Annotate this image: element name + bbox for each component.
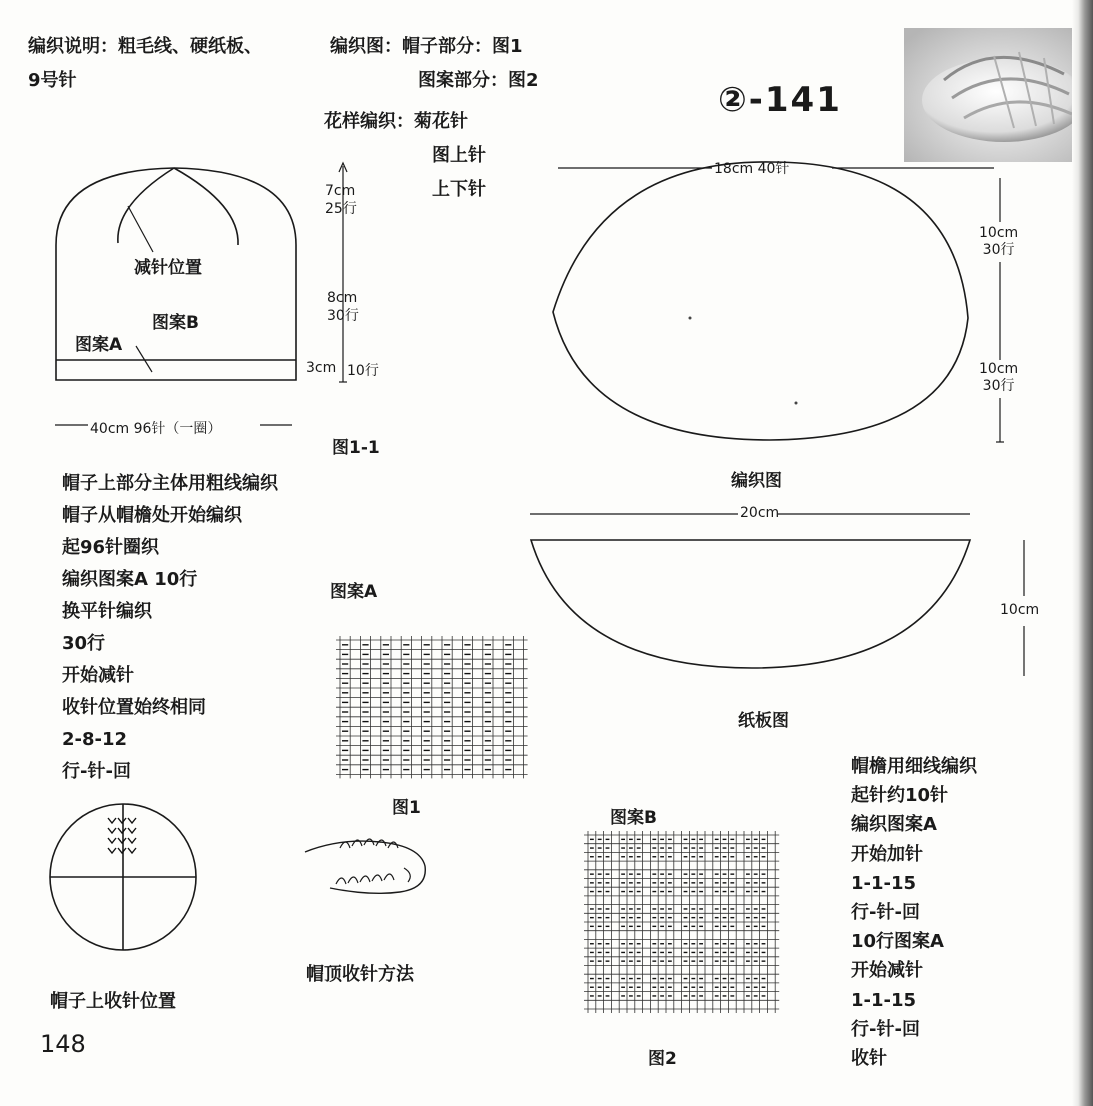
instruction-line: 帽檐用细线编织 bbox=[851, 756, 977, 777]
instruction-line: 30行 bbox=[62, 633, 106, 654]
instruction-line: 编织图案A 10行 bbox=[62, 569, 198, 590]
label-pattern-a: 图案A bbox=[75, 335, 123, 355]
decrease-curve-left bbox=[118, 168, 174, 243]
method-caption: 帽顶收针方法 bbox=[306, 964, 414, 985]
instructions-right bbox=[851, 752, 977, 1073]
page-gutter-shadow bbox=[1072, 0, 1093, 1106]
pattern-a-title: 图案A bbox=[330, 582, 378, 602]
instruction-line: 行-针-回 bbox=[851, 901, 920, 923]
label-decrease-position: 减针位置 bbox=[134, 258, 202, 278]
pattern-b-caption: 图2 bbox=[648, 1049, 677, 1069]
dim-width: 40cm 96针（一圈） bbox=[90, 421, 222, 437]
decrease-curve-right bbox=[174, 168, 238, 245]
instruction-line: 收针位置始终相同 bbox=[62, 697, 206, 718]
stitch-title: 花样编织：菊花针 bbox=[324, 111, 468, 132]
instructions-left bbox=[62, 468, 278, 788]
instruction-line: 换平针编织 bbox=[62, 601, 152, 622]
instruction-line: 开始减针 bbox=[851, 960, 923, 982]
board-dim-top: 20cm bbox=[740, 505, 780, 521]
instruction-line: 起96针圈织 bbox=[62, 537, 160, 558]
stitch-purl: 图上针 bbox=[432, 145, 486, 166]
stitch-garter: 上下针 bbox=[432, 179, 486, 200]
chart-ref-2: 图案部分：图2 bbox=[418, 70, 539, 91]
materials-line-2: 9号针 bbox=[28, 70, 77, 91]
dim-mid-cm: 8cm bbox=[327, 290, 358, 306]
board-dim-right: 10cm bbox=[1000, 602, 1040, 618]
dim-top-rows: 25行 bbox=[325, 201, 357, 217]
instruction-line: 10行图案A bbox=[851, 931, 944, 953]
instruction-line: 收针 bbox=[851, 1047, 887, 1069]
pattern-code: ②-141 bbox=[718, 80, 842, 120]
oval-caption: 编织图 bbox=[731, 471, 782, 491]
board-shape bbox=[531, 540, 970, 668]
chart-ref-1: 编织图：帽子部分：图1 bbox=[330, 36, 523, 57]
label-pattern-b: 图案B bbox=[152, 313, 199, 333]
decrease-leader bbox=[128, 206, 153, 252]
materials-line-1: 编织说明：粗毛线、硬纸板、 bbox=[28, 36, 262, 57]
instruction-line: 1-1-15 bbox=[851, 989, 917, 1011]
dim-mid-rows: 30行 bbox=[327, 308, 359, 324]
pattern-b-title: 图案B bbox=[610, 808, 657, 828]
pattern-a-leader bbox=[136, 346, 152, 372]
dim-bottom-rows: 10行 bbox=[347, 363, 379, 379]
pattern-a-caption: 图1 bbox=[392, 798, 421, 818]
dim-bottom-cm: 3cm bbox=[306, 360, 337, 376]
oval-dim-right-2-cm: 10cm bbox=[979, 361, 1019, 377]
instruction-line: 行-针-回 bbox=[851, 1018, 920, 1040]
method-sketch bbox=[305, 841, 425, 893]
instruction-line: 行-针-回 bbox=[62, 761, 131, 782]
instruction-line: 帽子上部分主体用粗线编织 bbox=[62, 473, 278, 494]
instruction-line: 开始加针 bbox=[851, 843, 923, 865]
oval-dim-right-1-rows: 30行 bbox=[982, 242, 1015, 258]
crown-caption: 帽子上收针位置 bbox=[50, 991, 176, 1012]
oval-dim-top: 18cm 40针 bbox=[714, 161, 790, 177]
oval-dim-right-2-rows: 30行 bbox=[982, 378, 1015, 394]
board-caption: 纸板图 bbox=[738, 711, 789, 731]
instruction-line: 1-1-15 bbox=[851, 872, 917, 894]
instruction-line: 起针约10针 bbox=[851, 785, 949, 807]
oval-dim-right-1-cm: 10cm bbox=[979, 225, 1019, 241]
instruction-line: 帽子从帽檐处开始编织 bbox=[62, 505, 242, 526]
dim-top-cm: 7cm bbox=[325, 183, 356, 199]
page-number: 148 bbox=[40, 1030, 86, 1058]
instruction-line: 编织图案A bbox=[851, 814, 937, 836]
fig11-caption: 图1-1 bbox=[332, 438, 380, 458]
instruction-line: 2-8-12 bbox=[62, 729, 128, 750]
instruction-line: 开始减针 bbox=[62, 665, 134, 686]
oval-shape bbox=[553, 162, 968, 440]
